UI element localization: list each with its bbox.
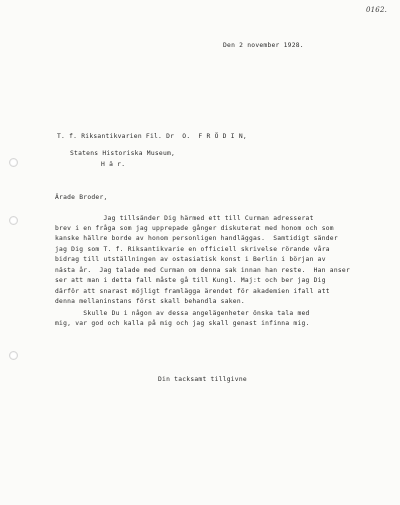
body-line: mig, var god och kalla på mig och jag skall genast infinna mig. xyxy=(55,320,310,327)
body-line: denna mellaninstans först skall behandla saken. xyxy=(55,298,245,305)
recipient-location: H ä r. xyxy=(101,161,126,168)
closing: Din tacksamt tillgivne xyxy=(158,376,247,383)
recipient-institution: Statens Historiska Museum, xyxy=(70,150,176,157)
date-line: Den 2 november 1928. xyxy=(223,42,304,49)
punch-hole-bottom xyxy=(9,351,18,360)
punch-hole-middle xyxy=(9,216,18,225)
salutation: Ärade Broder, xyxy=(55,194,108,201)
body-line: ser att man i detta fall måste gå till Kungl. Maj:t och ber jag Dig xyxy=(55,277,326,284)
punch-hole-top xyxy=(9,158,18,167)
body-line: brev i en fråga som jag upprepade gånger diskuterat med honom och som xyxy=(55,225,334,232)
recipient-name: T. f. Riksantikvarien Fil. Dr O. F R Ö D I N, xyxy=(57,133,247,140)
body-line: kanske hällre borde av honom personligen handläggas. Samtidigt sänder xyxy=(55,235,338,242)
body-line: jag Dig som T. f. Riksantikvarie en officiell skrivelse rörande våra xyxy=(55,246,330,253)
body-line: bidrag till utställningen av ostasiatisk konst i Berlin i början av xyxy=(55,256,326,263)
body-line: nästa år. Jag talade med Curman om denna sak innan han reste. Han anser xyxy=(55,267,350,274)
body-line: Skulle Du i någon av dessa angelägenheter önska tala med xyxy=(55,310,310,317)
archive-number: 0162. xyxy=(366,6,388,14)
body-line: därför att snarast möjligt framlägga ärendet för akademien ifall att xyxy=(55,288,330,295)
body-line: Jag tillsänder Dig härmed ett till Curman adresserat xyxy=(55,215,314,222)
